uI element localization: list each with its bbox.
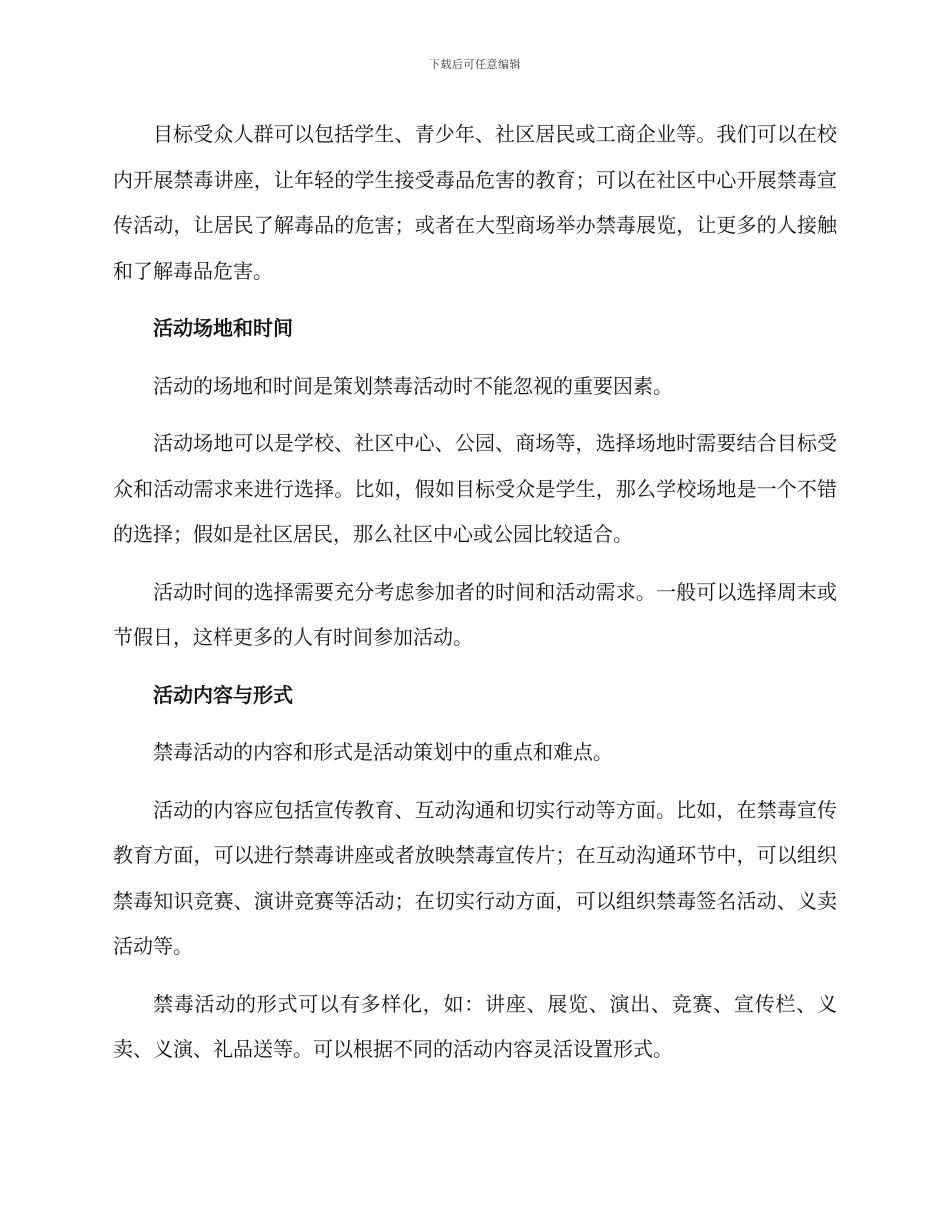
paragraph-form: 禁毒活动的形式可以有多样化，如：讲座、展览、演出、竞赛、宣传栏、义卖、义演、礼品送等。可以根据不同的活动内容灵活设置形式。 — [113, 991, 837, 1061]
paragraph-target-audience: 目标受众人群可以包括学生、青少年、社区居民或工商企业等。我们可以在校内开展禁毒讲座，让年轻的学生接受毒品危害的教育；可以在社区中心开展禁毒宣传活动，让居民了解毒品的危害；或者在大型商场举办禁毒展览，让更多的人接触和了解毒品危害。 — [113, 122, 837, 283]
section-heading-content-form: 活动内容与形式 — [153, 682, 293, 707]
document-body — [113, 112, 837, 1085]
paragraph-content: 活动的内容应包括宣传教育、互动沟通和切实行动等方面。比如，在禁毒宣传教育方面，可以进行禁毒讲座或者放映禁毒宣传片；在互动沟通环节中，可以组织禁毒知识竞赛、演讲竞赛等活动；在切实行动方面，可以组织禁毒签名活动、义卖活动等。 — [113, 797, 837, 958]
paragraph-time: 活动时间的选择需要充分考虑参加者的时间和活动需求。一般可以选择周末或节假日，这样更多的人有时间参加活动。 — [113, 579, 837, 649]
page-header: 下载后可任意编辑 — [429, 58, 521, 71]
paragraph-content-form-intro: 禁毒活动的内容和形式是活动策划中的重点和难点。 — [153, 740, 613, 764]
section-heading-venue-time: 活动场地和时间 — [153, 316, 293, 340]
paragraph-venue: 活动场地可以是学校、社区中心、公园、商场等，选择场地时需要结合目标受众和活动需求来进行选择。比如，假如目标受众是学生，那么学校场地是一个不错的选择；假如是社区居民，那么社区中心或公园比较适合。 — [113, 431, 837, 546]
paragraph-venue-time-intro: 活动的场地和时间是策划禁毒活动时不能忽视的重要因素。 — [153, 373, 673, 398]
